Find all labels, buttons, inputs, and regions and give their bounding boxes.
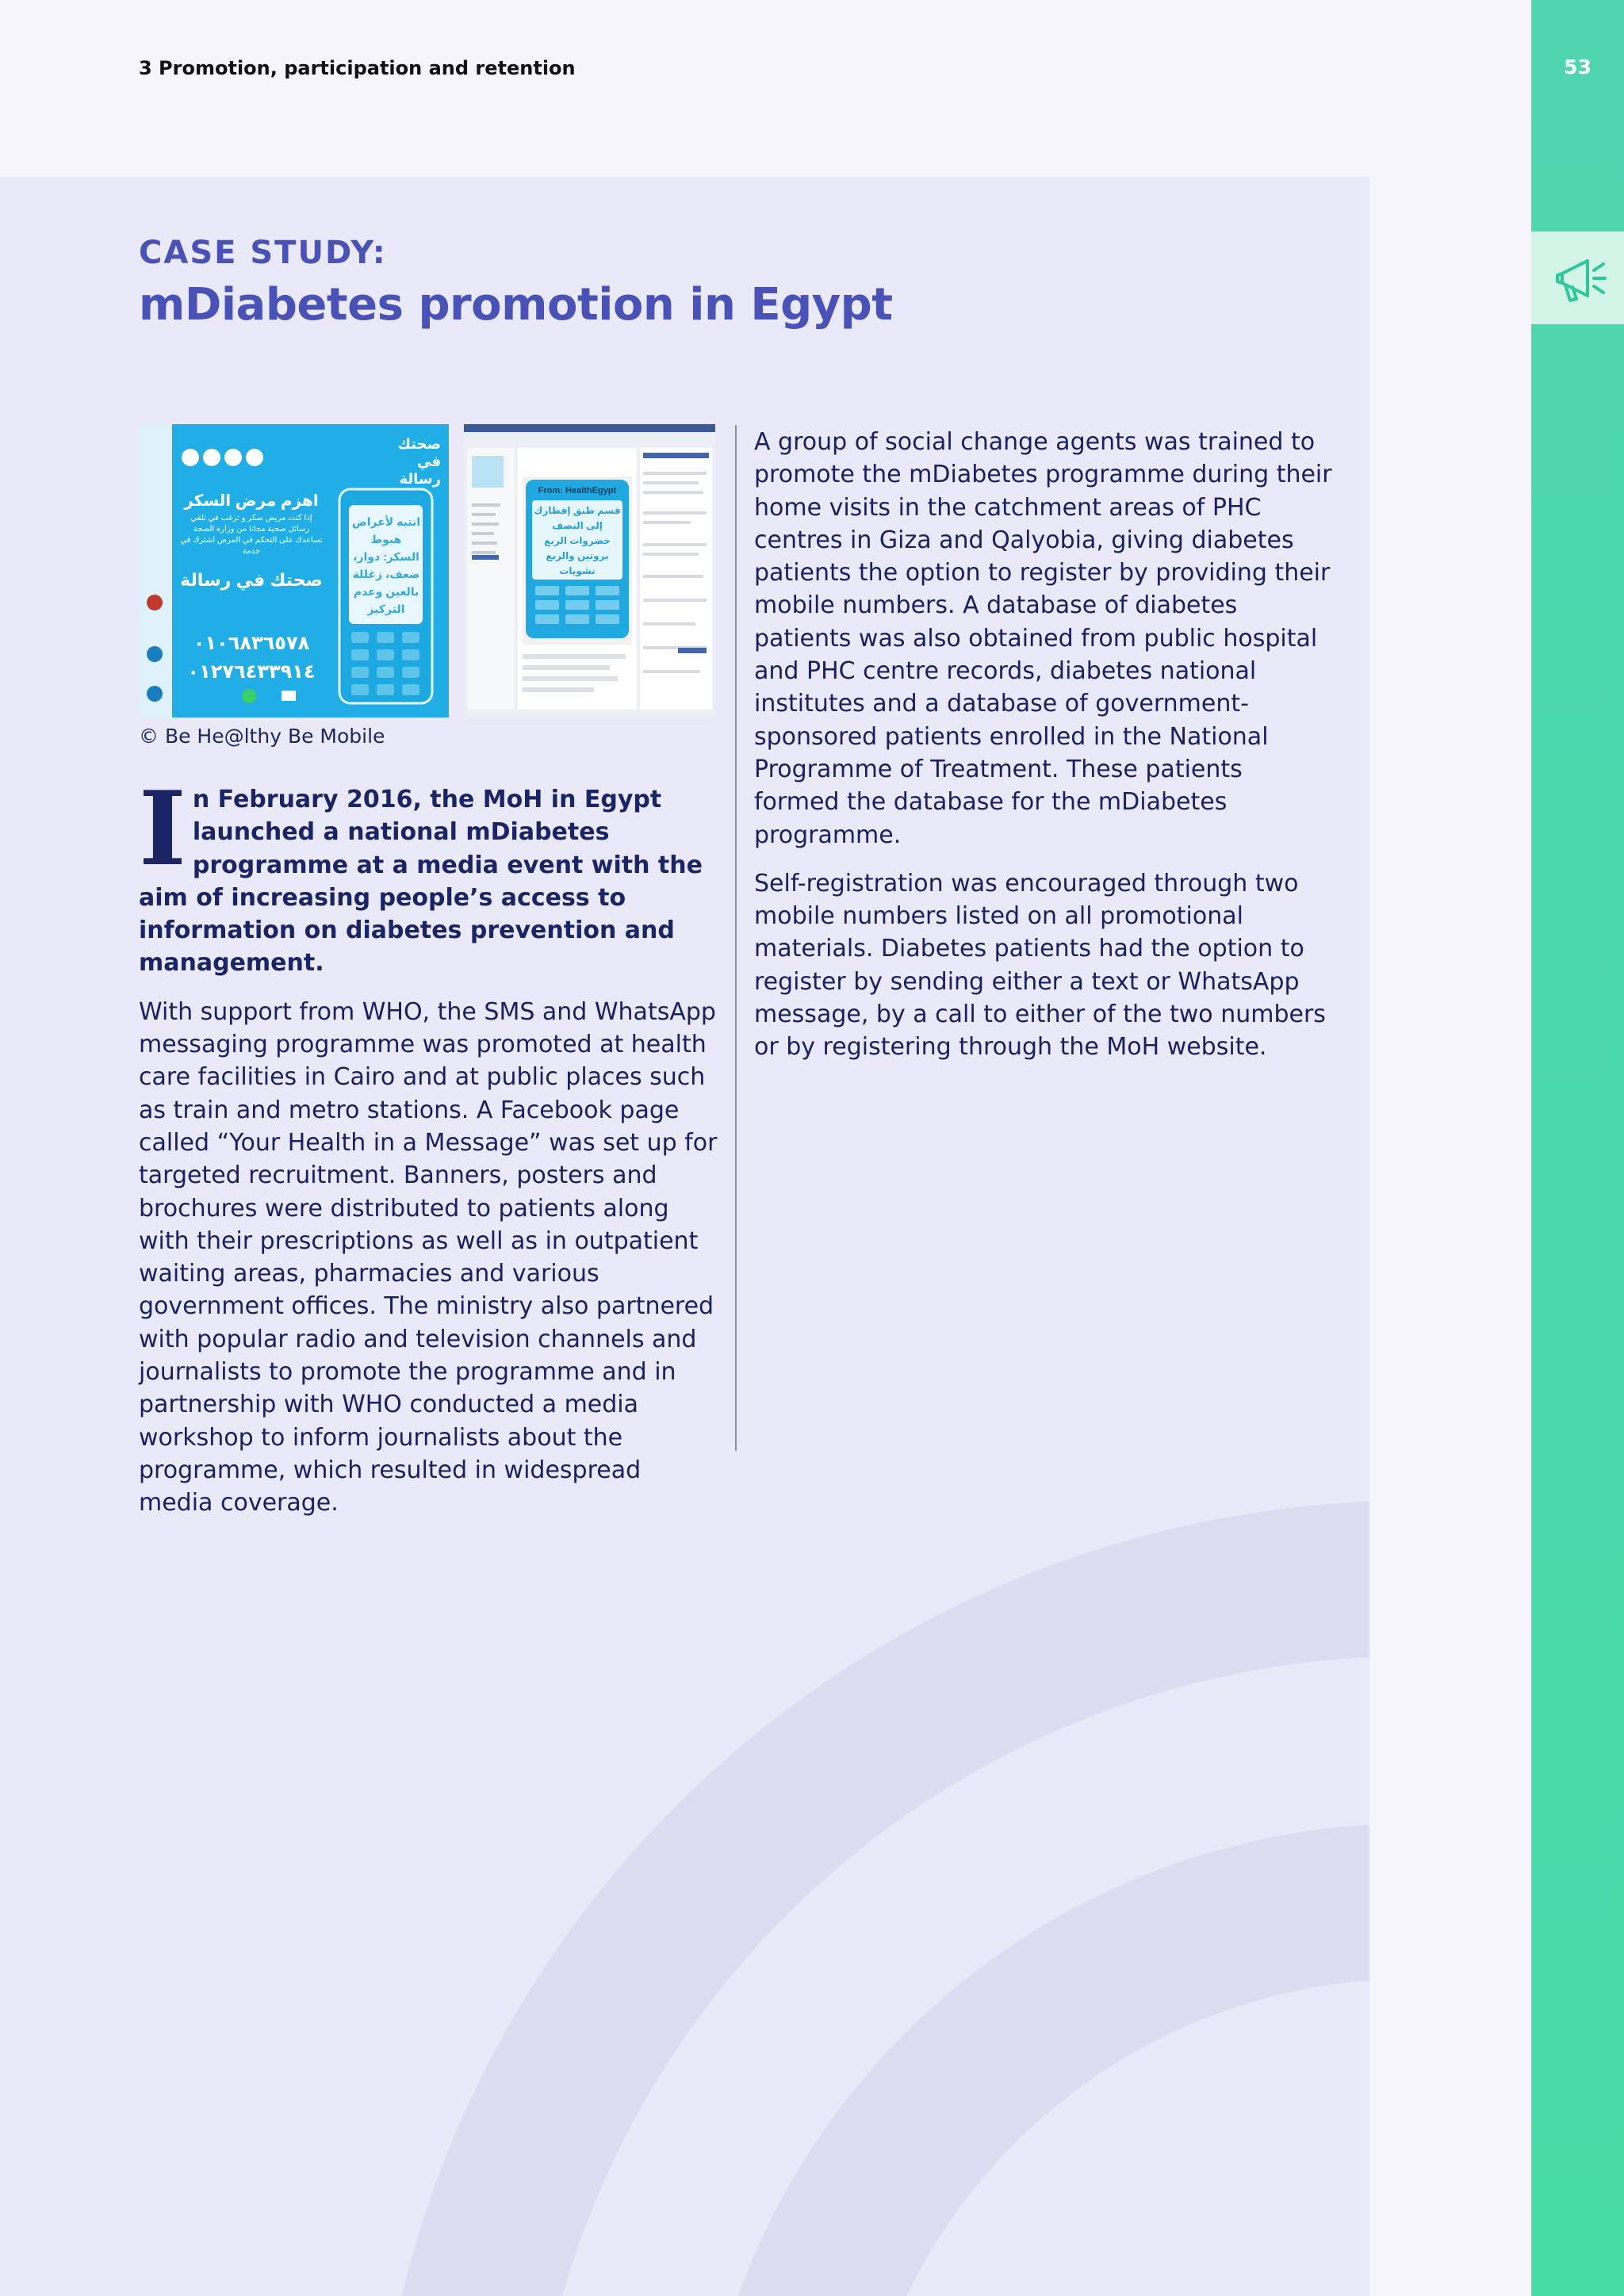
body-paragraph: A group of social change agents was trained to promote the mDiabetes programme during their home visits in the catchment areas of PHC centres in Giza and Qalyobia, giving diabetes patients the option to register by providing their mobile numbers. A database of diabetes patients was also obtained from public hospital and PHC centre records, diabetes national institutes and a database of government-sponsored patients enrolled in the National Programme of Treatment. These patients formed the database for the mDiabetes programme. (754, 428, 1332, 849)
lead-text: n February 2016, the MoH in Egypt launched a national mDiabetes programme at a media event with the aim of increasing people’s access to information on diabetes prevention and management. (139, 786, 703, 978)
megaphone-icon-box (1531, 232, 1624, 324)
poster-heading: صحتك في رسالة (397, 436, 441, 487)
poster-service-name: صحتك في رسالة (180, 570, 323, 590)
drop-cap: I (139, 770, 186, 889)
poster-number-2: ٠١٢٧٦٤٣٣٩١٤ (187, 661, 316, 683)
facebook-from-label: From: HealthEgypt (538, 486, 617, 496)
poster-image (139, 424, 449, 718)
image-credit: © Be He@lthy Be Mobile (139, 725, 385, 748)
poster-body: إذا كنت مريض سكر و ترغب في تلقي رسائل صحية مجانا من وزارة الصحة تساعدك على التحكم في المرض اشترك في خدمة (180, 514, 323, 556)
column-divider (735, 425, 737, 1451)
megaphone-icon (1546, 247, 1610, 310)
case-study-title: mDiabetes promotion in Egypt (139, 279, 893, 331)
running-head: 3 Promotion, participation and retention (139, 57, 576, 79)
poster-subheading: اهزم مرض السكر (184, 492, 319, 510)
column-right (754, 426, 1333, 1080)
poster-phone-text: انتبه لأعراض هبوط السكر: دوار، ضعف، زغللة بالعين وعدم التركيز (351, 515, 421, 615)
facebook-phone-text: قسم طبق إفطارك إلى النصف خضروات الربع بروتين والربع نشويات (534, 505, 621, 576)
column-left (139, 770, 718, 1536)
case-study-label: CASE STUDY: (139, 235, 387, 271)
facebook-page-image (464, 424, 715, 718)
poster-number-1: ٠١٠٦٨٣٦٥٧٨ (193, 633, 310, 654)
body-paragraph: With support from WHO, the SMS and WhatsApp messaging programme was promoted at health care facilities in Cairo and at public places such as train and metro stations. A Facebook page called “Your Health in a Message” was set up for targeted recruitment. Banners, posters and brochures were distributed to patients along with their prescriptions as well as in outpatient waiting areas, pharmacies and various government offices. The ministry also partnered with popular radio and television channels and journalists to promote the programme and in partnership with WHO conducted a media workshop to inform journalists about the programme, which resulted in widespread media coverage. (139, 997, 718, 1517)
sidebar-band (1531, 0, 1624, 2296)
page-number: 53 (1564, 55, 1591, 78)
body-paragraph: Self-registration was encouraged through two mobile numbers listed on all promotional materials. Diabetes patients had the option to register by sending either a text or WhatsApp message, by a call to either of the two numbers or by registering through the MoH website. (754, 869, 1326, 1062)
lead-paragraph (139, 770, 718, 980)
